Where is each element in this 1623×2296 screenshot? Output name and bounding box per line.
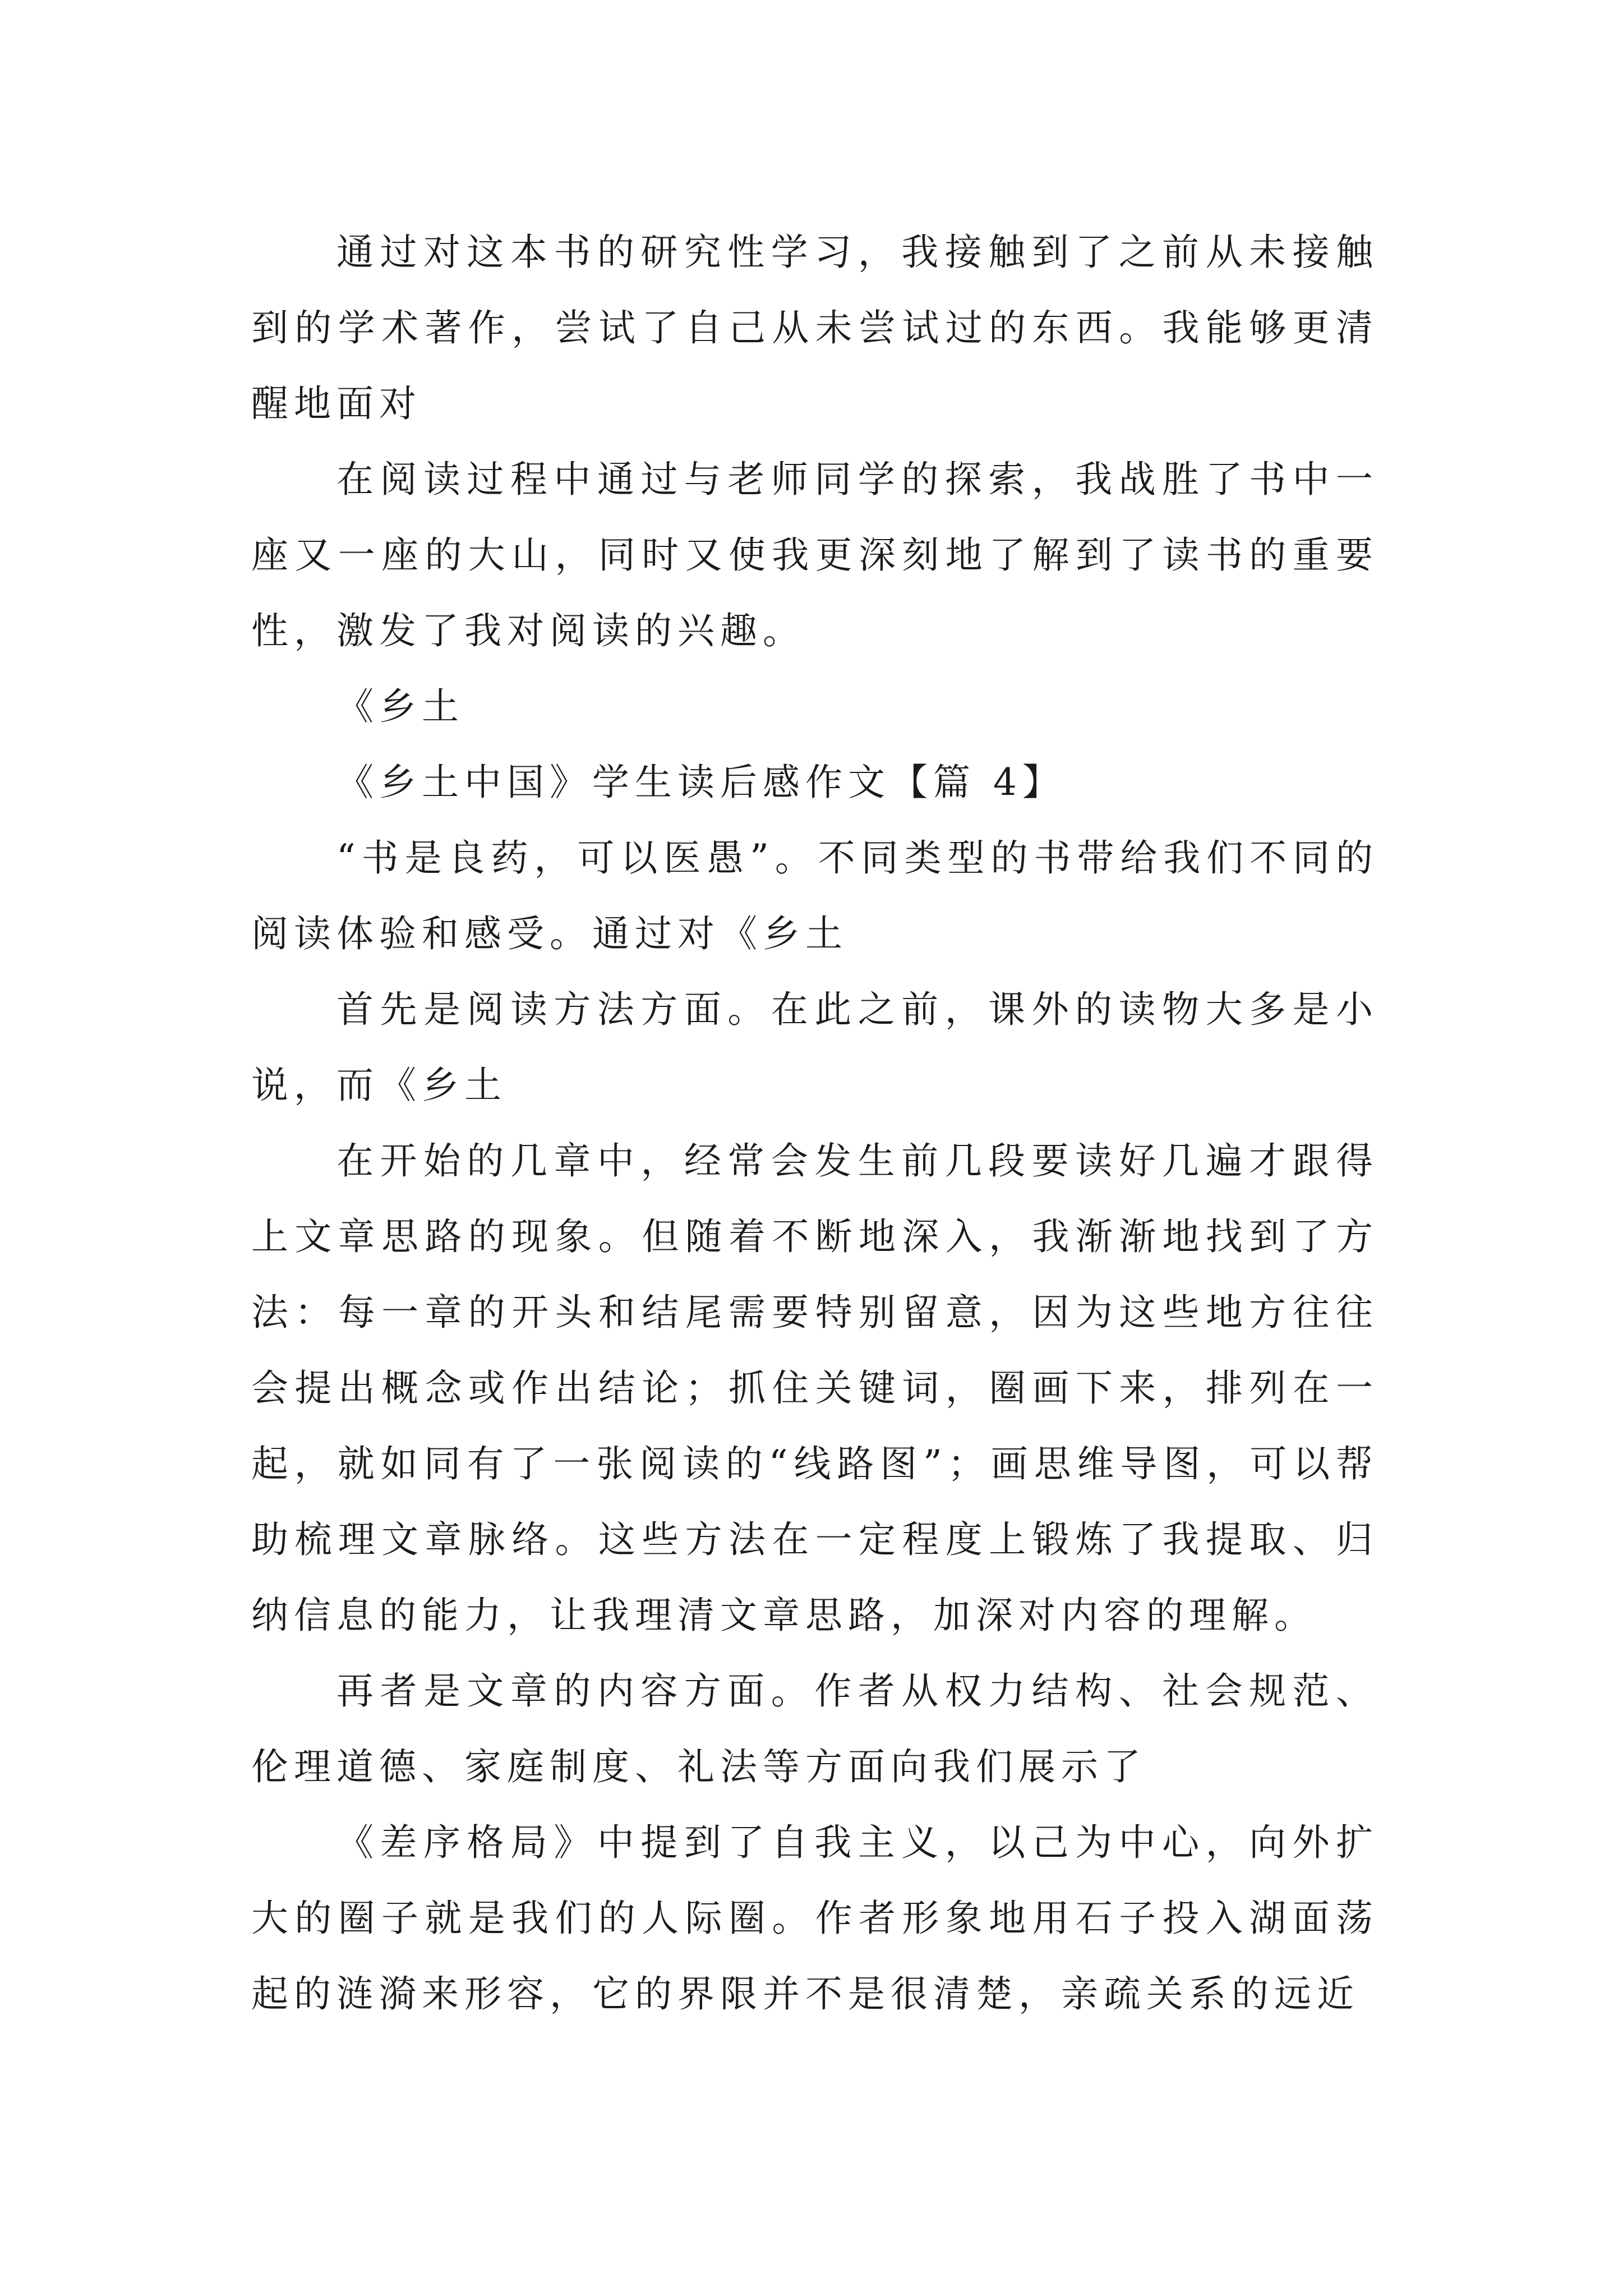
- paragraph: 再者是文章的内容方面。作者从权力结构、社会规范、伦理道德、家庭制度、礼法等方面向我们展示了: [251, 1669, 1378, 1788]
- paragraph: 在开始的几章中，经常会发生前几段要读好几遍才跟得上文章思路的现象。但随着不断地深入，我渐渐地找到了方法：每一章的开头和结尾需要特别留意，因为这些地方往往会提出概念或作出结论；抓住关键词，圈画下来，排列在一起，就如同有了一张阅读的“线路图”；画思维导图，可以帮助梳理文章脉络。这些方法在一定程度上锻炼了我提取、归纳信息的能力，让我理清文章思路，加深对内容的理解。: [251, 1139, 1378, 1637]
- paragraph: “书是良药，可以医愚”。不同类型的书带给我们不同的阅读体验和感受。通过对《乡土: [251, 836, 1378, 955]
- paragraph: 通过对这本书的研究性学习，我接触到了之前从未接触到的学术著作，尝试了自己从未尝试过的东西。我能够更清醒地面对: [251, 231, 1378, 425]
- document-body: [251, 214, 1378, 2032]
- paragraph: 在阅读过程中通过与老师同学的探索，我战胜了书中一座又一座的大山，同时又使我更深刻地了解到了读书的重要性，激发了我对阅读的兴趣。: [251, 458, 1378, 652]
- section-heading: 《乡土中国》学生读后感作文【篇 4】: [336, 761, 1065, 804]
- paragraph: 《乡土: [336, 685, 464, 728]
- paragraph: 《差序格局》中提到了自我主义，以己为中心，向外扩大的圈子就是我们的人际圈。作者形象地用石子投入湖面荡起的涟漪来形容，它的界限并不是很清楚，亲疏关系的远近: [251, 1821, 1378, 2016]
- paragraph: 首先是阅读方法方面。在此之前，课外的读物大多是小说，而《乡土: [251, 988, 1378, 1107]
